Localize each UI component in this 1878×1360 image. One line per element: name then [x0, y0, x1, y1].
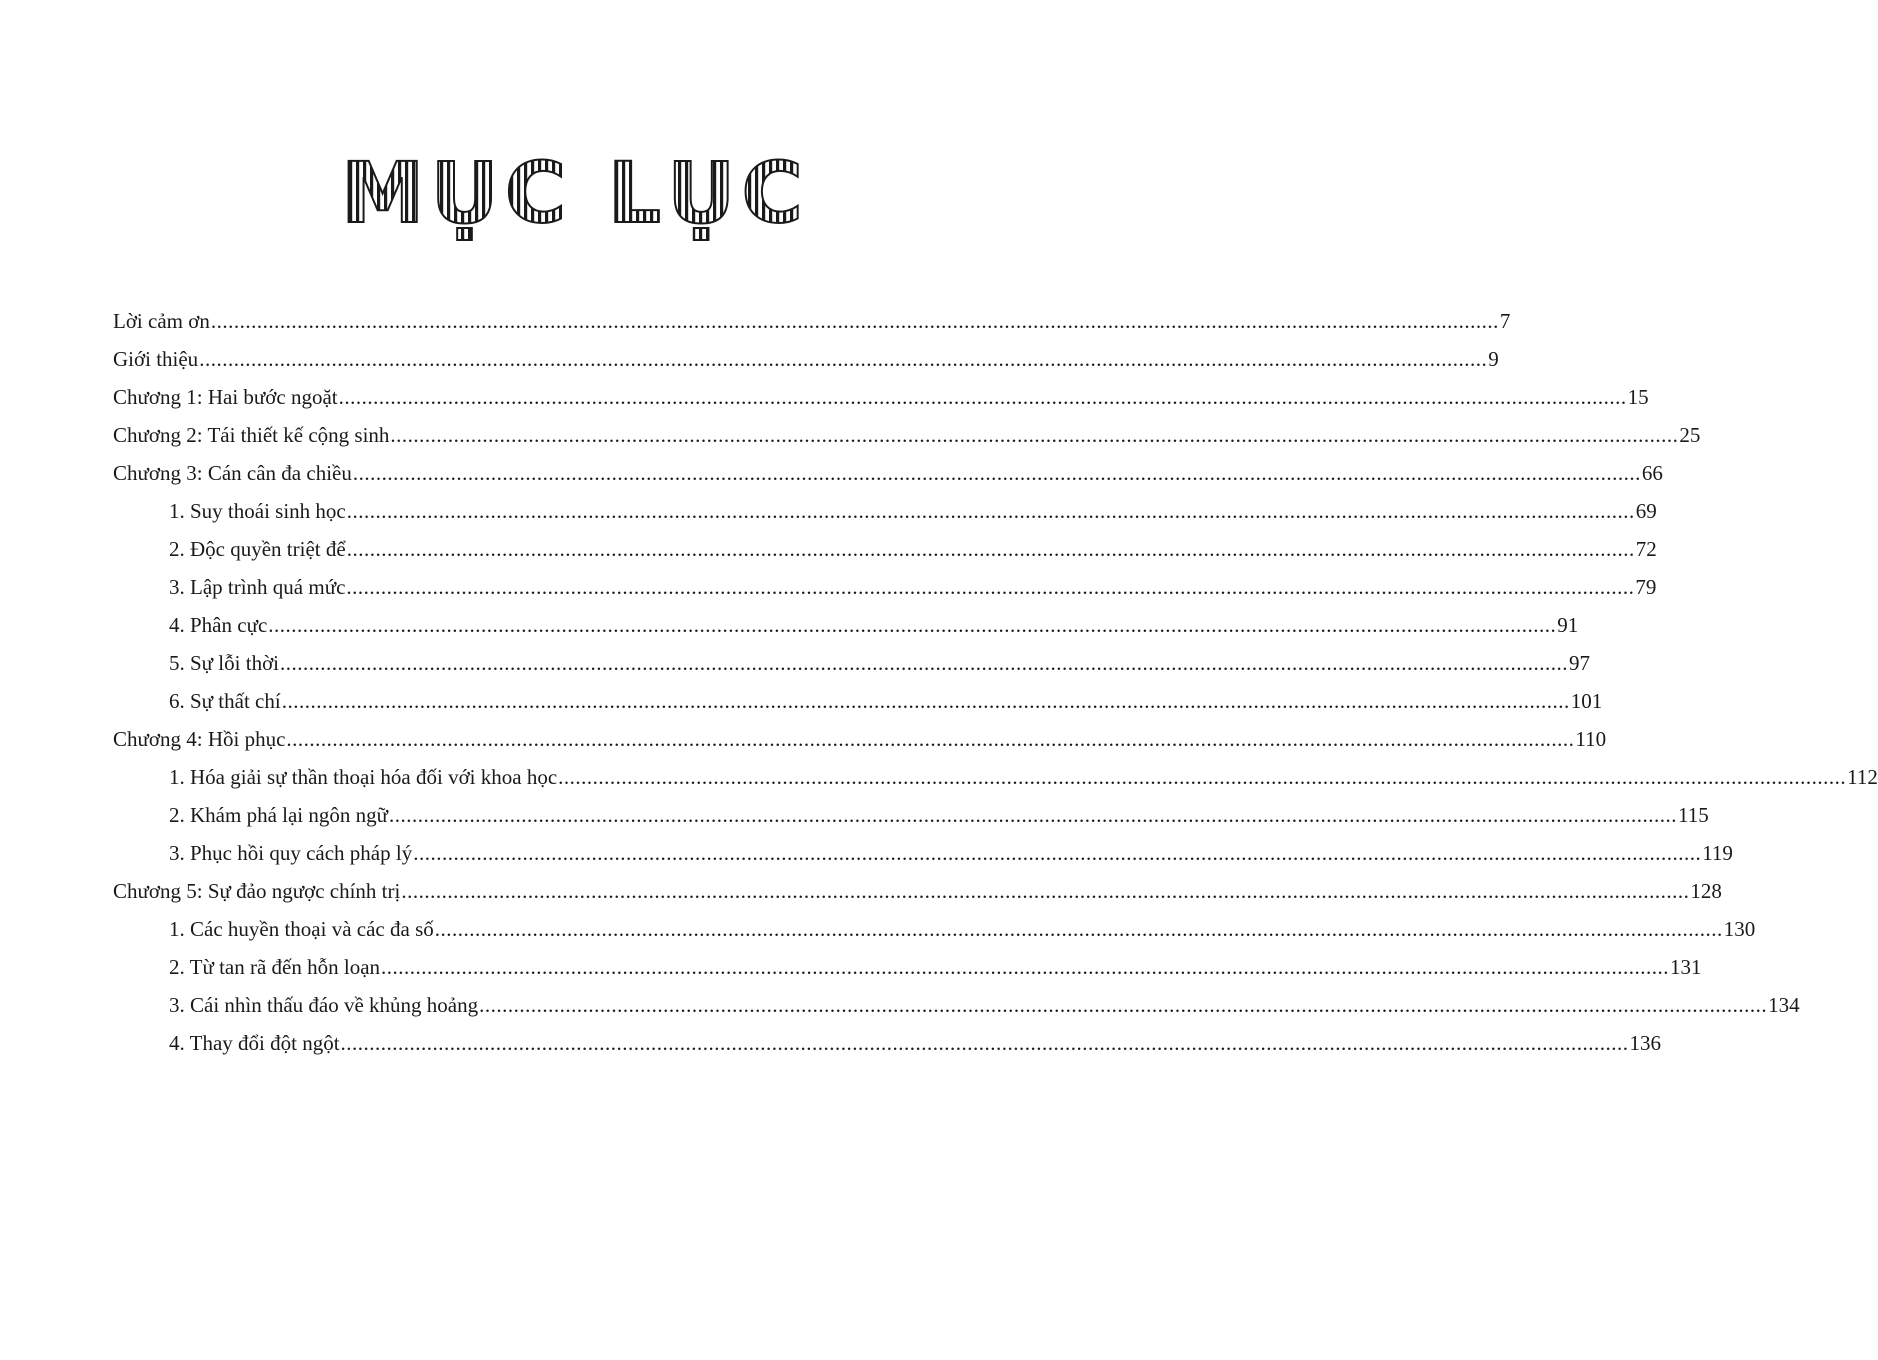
- toc-entry-page: 110: [1575, 727, 1607, 751]
- toc-leader-dots: [211, 302, 1499, 340]
- toc-entry-page: 69: [1635, 499, 1657, 523]
- table-of-contents: [113, 302, 1878, 1062]
- toc-entry-page: 130: [1723, 917, 1756, 941]
- toc-entry[interactable]: [113, 606, 1579, 644]
- page-title-graphic: [340, 144, 811, 250]
- toc-entry-page: 66: [1641, 461, 1663, 485]
- toc-leader-dots: [268, 606, 1556, 644]
- toc-entry-label: 4. Phân cực: [169, 613, 268, 637]
- toc-entry-label: Chương 2: Tái thiết kế cộng sinh: [113, 423, 390, 447]
- toc-entry-page: 112: [1847, 765, 1878, 789]
- toc-entry[interactable]: [113, 530, 1657, 568]
- toc-entry[interactable]: [113, 378, 1649, 416]
- toc-entry[interactable]: [113, 986, 1800, 1024]
- toc-leader-dots: [347, 530, 1635, 568]
- toc-entry[interactable]: [113, 340, 1499, 378]
- toc-entry-label: Lời cảm ơn: [113, 309, 210, 333]
- toc-leader-dots: [339, 378, 1627, 416]
- toc-entry-label: 6. Sự thất chí: [169, 689, 281, 713]
- toc-leader-dots: [435, 910, 1723, 948]
- toc-leader-dots: [199, 340, 1487, 378]
- toc-entry-label: 3. Phục hồi quy cách pháp lý: [169, 841, 413, 865]
- toc-leader-dots: [347, 492, 1635, 530]
- toc-entry[interactable]: [113, 416, 1701, 454]
- toc-entry[interactable]: [113, 720, 1607, 758]
- toc-entry-page: 79: [1635, 575, 1657, 599]
- toc-entry-label: 2. Khám phá lại ngôn ngữ: [169, 803, 389, 827]
- toc-entry[interactable]: [113, 454, 1663, 492]
- toc-entry-label: Chương 4: Hồi phục: [113, 727, 286, 751]
- toc-leader-dots: [280, 644, 1568, 682]
- toc-leader-dots: [341, 1024, 1629, 1062]
- toc-entry-page: 7: [1499, 309, 1511, 333]
- toc-entry-page: 136: [1629, 1031, 1662, 1055]
- toc-leader-dots: [282, 682, 1570, 720]
- toc-entry-label: 5. Sự lỗi thời: [169, 651, 280, 675]
- toc-entry-label: Giới thiệu: [113, 347, 199, 371]
- toc-entry-label: 2. Từ tan rã đến hỗn loạn: [169, 955, 381, 979]
- toc-leader-dots: [286, 720, 1574, 758]
- toc-entry-page: 72: [1635, 537, 1657, 561]
- toc-entry-page: 134: [1768, 993, 1800, 1017]
- toc-entry-label: 3. Cái nhìn thấu đáo về khủng hoảng: [169, 993, 479, 1017]
- toc-entry-page: 101: [1570, 689, 1603, 713]
- toc-entry-page: 131: [1670, 955, 1702, 979]
- page-title: [340, 144, 811, 250]
- toc-entry[interactable]: [113, 302, 1511, 340]
- toc-entry[interactable]: [113, 644, 1591, 682]
- toc-entry-page: 119: [1702, 841, 1733, 865]
- toc-entry-label: 1. Các huyền thoại và các đa số: [169, 917, 434, 941]
- toc-leader-dots: [353, 454, 1641, 492]
- toc-entry-label: 1. Hóa giải sự thần thoại hóa đối với khoa học: [169, 765, 558, 789]
- toc-entry-page: 97: [1569, 651, 1591, 675]
- toc-entry-label: Chương 5: Sự đảo ngược chính trị: [113, 879, 401, 903]
- toc-entry-label: Chương 1: Hai bước ngoặt: [113, 385, 338, 409]
- toc-entry-page: 91: [1557, 613, 1579, 637]
- toc-entry-page: 115: [1678, 803, 1709, 827]
- toc-leader-dots: [413, 834, 1701, 872]
- toc-leader-dots: [389, 796, 1677, 834]
- toc-entry-page: 25: [1679, 423, 1701, 447]
- toc-leader-dots: [390, 416, 1678, 454]
- toc-entry[interactable]: [113, 568, 1657, 606]
- toc-leader-dots: [401, 872, 1689, 910]
- toc-entry-label: 2. Độc quyền triệt để: [169, 537, 346, 561]
- toc-entry[interactable]: [113, 682, 1603, 720]
- toc-entry[interactable]: [113, 910, 1756, 948]
- toc-entry[interactable]: [113, 834, 1733, 872]
- toc-entry-label: 3. Lập trình quá mức: [169, 575, 346, 599]
- toc-entry-page: 128: [1690, 879, 1722, 903]
- toc-entry-label: 1. Suy thoái sinh học: [169, 499, 346, 523]
- toc-leader-dots: [381, 948, 1669, 986]
- toc-leader-dots: [346, 568, 1634, 606]
- toc-entry[interactable]: [113, 872, 1722, 910]
- toc-leader-dots: [558, 758, 1846, 796]
- toc-entry[interactable]: [113, 796, 1709, 834]
- toc-entry[interactable]: [113, 1024, 1662, 1062]
- toc-entry-page: 15: [1627, 385, 1649, 409]
- toc-entry[interactable]: [113, 492, 1657, 530]
- toc-leader-dots: [479, 986, 1767, 1024]
- toc-entry[interactable]: [113, 948, 1702, 986]
- toc-entry-label: 4. Thay đổi đột ngột: [169, 1031, 340, 1055]
- page-title-text: MỤC LỤC: [340, 144, 809, 242]
- toc-entry[interactable]: [113, 758, 1878, 796]
- toc-entry-page: 9: [1488, 347, 1499, 371]
- toc-entry-label: Chương 3: Cán cân đa chiều: [113, 461, 352, 485]
